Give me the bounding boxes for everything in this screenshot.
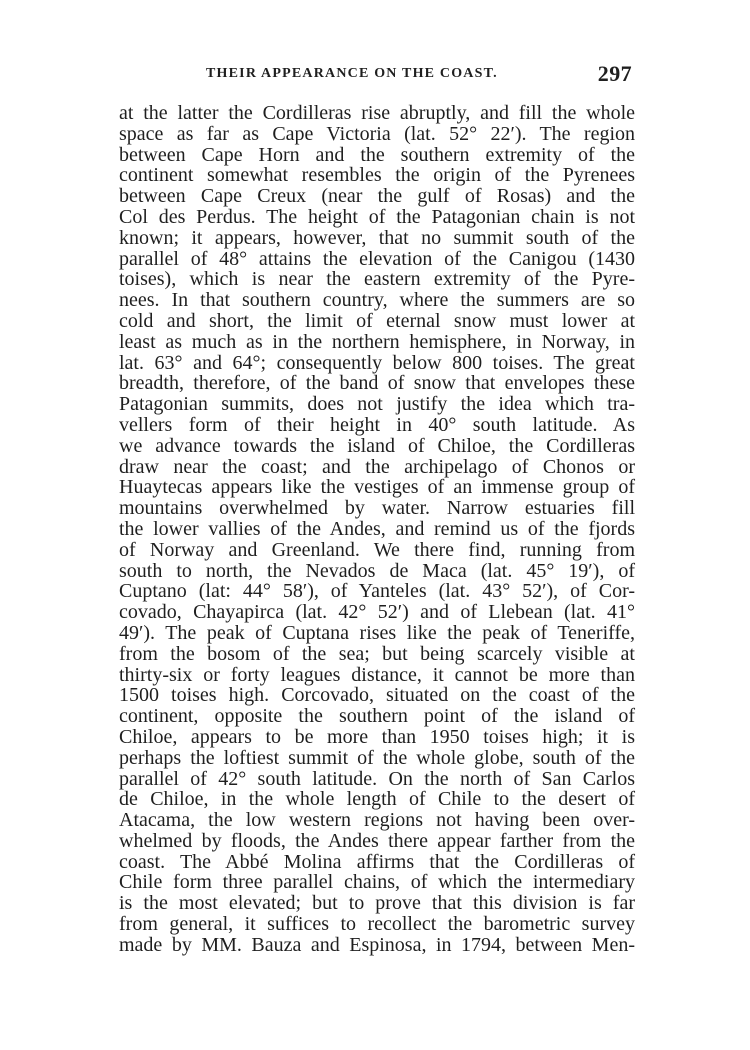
text-line: toises), which is near the eastern extremity of the Pyre- (119, 268, 635, 291)
text-line: vellers form of their height in 40° south latitude. As (119, 413, 635, 436)
text-line: Col des Perdus. The height of the Patagonian chain is not (119, 205, 635, 228)
text-line: least as much as in the northern hemisphere, in Norway, in (119, 330, 635, 353)
text-line: thirty-six or forty leagues distance, it cannot be more than (119, 663, 635, 686)
text-line: known; it appears, however, that no summit south of the (119, 226, 635, 249)
text-line: continent, opposite the southern point of the island of (119, 705, 635, 728)
text-line: Cuptano (lat: 44° 58′), of Yanteles (lat. 43° 52′), of Cor- (119, 580, 635, 603)
text-line: Chile form three parallel chains, of which the intermediary (119, 871, 635, 894)
text-line: de Chiloe, in the whole length of Chile to the desert of (119, 788, 635, 811)
text-line: from the bosom of the sea; but being scarcely visible at (119, 642, 635, 665)
text-line: whelmed by floods, the Andes there appear farther from the (119, 829, 635, 852)
page-number: 297 (597, 61, 632, 86)
text-line: draw near the coast; and the archipelago of Chonos or (119, 455, 635, 478)
text-line: of Norway and Greenland. We there find, running from (119, 538, 635, 561)
text-line: made by MM. Bauza and Espinosa, in 1794, between Men- (119, 933, 635, 956)
text-line: cold and short, the limit of eternal snow must lower at (119, 309, 635, 332)
text-line: Huaytecas appears like the vestiges of an immense group of (119, 476, 635, 499)
running-title: THEIR APPEARANCE ON THE COAST. (206, 66, 498, 81)
running-header (118, 61, 634, 91)
text-line: from general, it suffices to recollect the barometric survey (119, 913, 635, 936)
body-text (119, 102, 635, 956)
text-line: mountains overwhelmed by water. Narrow estuaries fill (119, 497, 635, 520)
text-line: nees. In that southern country, where the summers are so (119, 289, 635, 312)
text-line: continent somewhat resembles the origin of the Pyrenees (119, 164, 635, 187)
text-line: we advance towards the island of Chiloe, the Cordilleras (119, 434, 635, 457)
text-line: Patagonian summits, does not justify the idea which tra- (119, 393, 635, 416)
text-line: 49′). The peak of Cuptana rises like the peak of Teneriffe, (119, 621, 635, 644)
text-line: covado, Chayapirca (lat. 42° 52′) and of Llebean (lat. 41° (119, 601, 635, 624)
text-line: parallel of 48° attains the elevation of the Canigou (1430 (119, 247, 635, 270)
text-line: is the most elevated; but to prove that this division is far (119, 892, 635, 915)
text-line: the lower vallies of the Andes, and remind us of the fjords (119, 517, 635, 540)
text-line: breadth, therefore, of the band of snow that envelopes these (119, 372, 635, 395)
text-line: south to north, the Nevados de Maca (lat. 45° 19′), of (119, 559, 635, 582)
text-line: space as far as Cape Victoria (lat. 52° 22′). The region (119, 122, 635, 145)
text-line: Atacama, the low western regions not having been over- (119, 809, 635, 832)
text-line: perhaps the loftiest summit of the whole globe, south of the (119, 746, 635, 769)
text-line: lat. 63° and 64°; consequently below 800 toises. The great (119, 351, 635, 374)
text-line: between Cape Horn and the southern extremity of the (119, 143, 635, 166)
text-line: coast. The Abbé Molina affirms that the Cordilleras of (119, 850, 635, 873)
text-line: 1500 toises high. Corcovado, situated on the coast of the (119, 684, 635, 707)
text-line: at the latter the Cordilleras rise abruptly, and fill the whole (119, 102, 635, 124)
text-line: between Cape Creux (near the gulf of Rosas) and the (119, 185, 635, 208)
text-line: Chiloe, appears to be more than 1950 toises high; it is (119, 725, 635, 748)
text-line: parallel of 42° south latitude. On the north of San Carlos (119, 767, 635, 790)
